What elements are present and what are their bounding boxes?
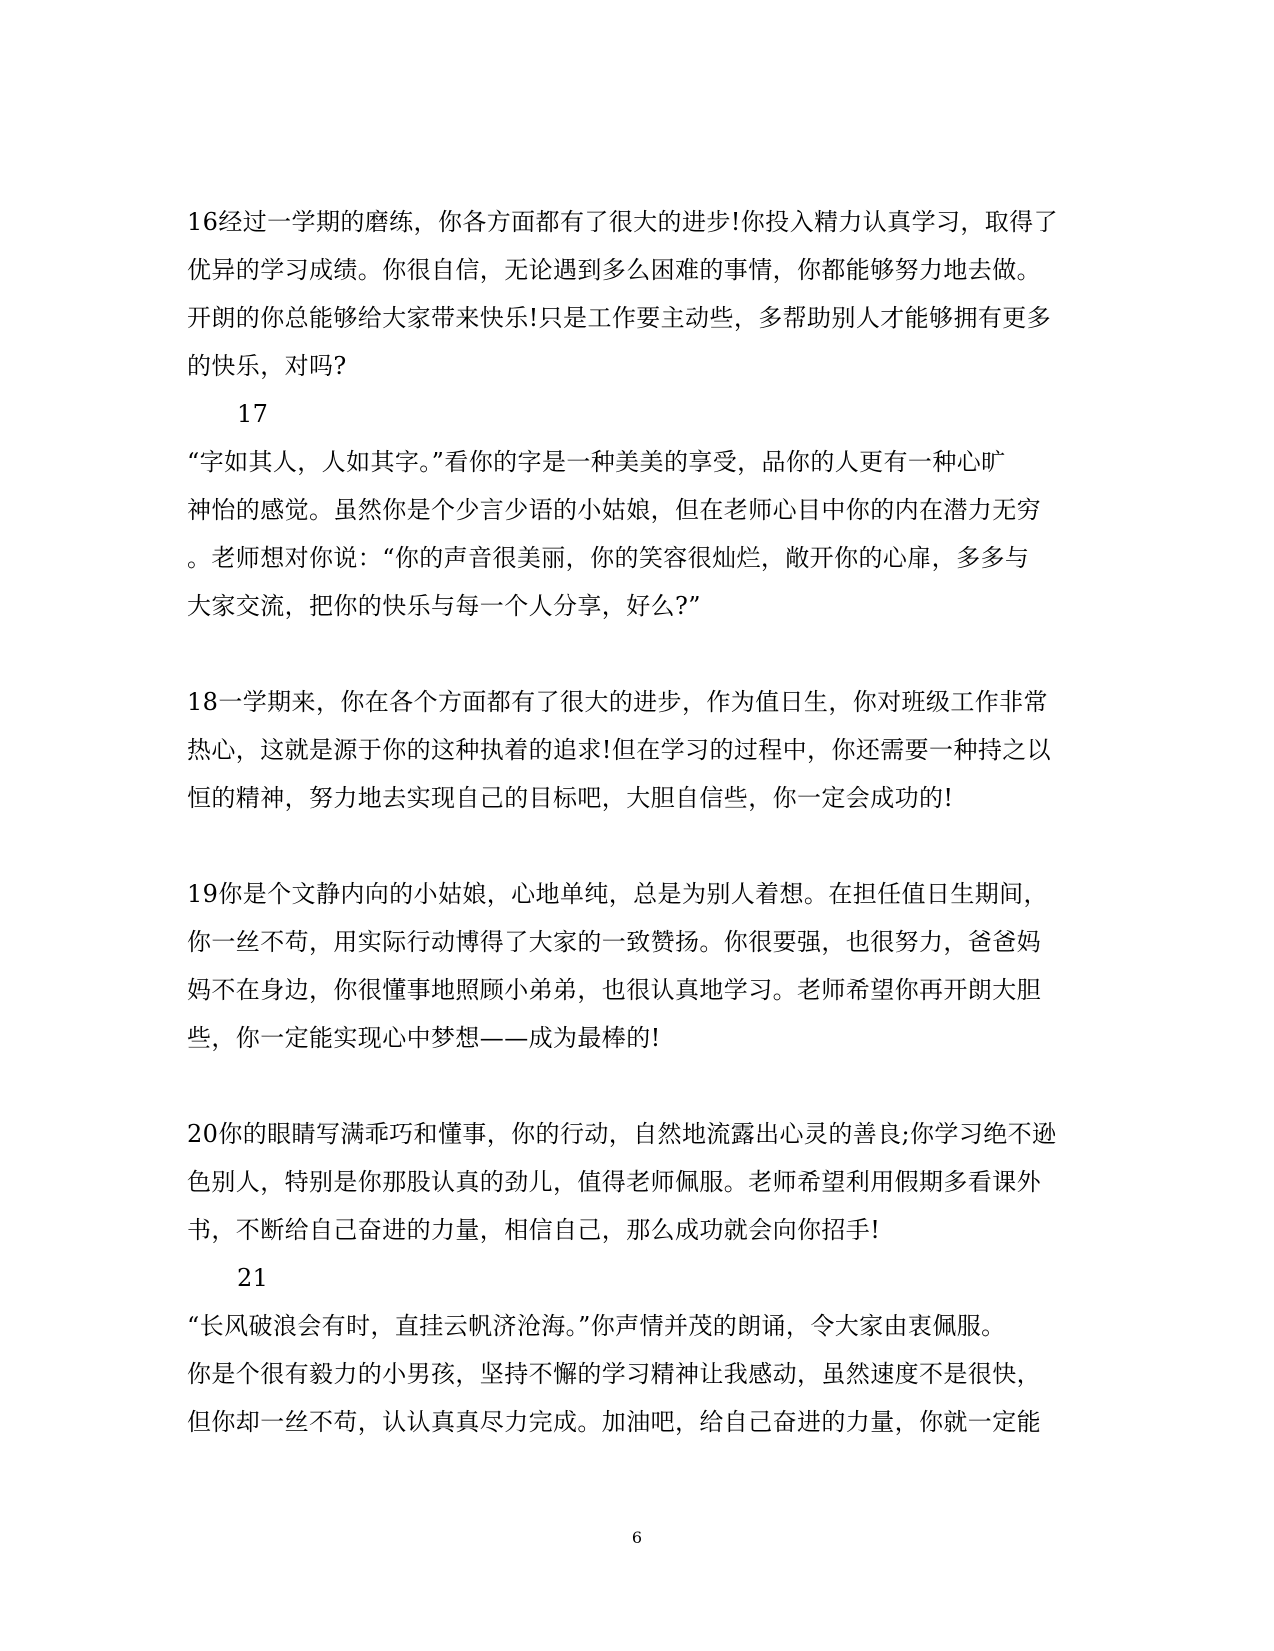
text-line: 你一丝不苟，用实际行动博得了大家的一致赞扬。你很要强，也很努力，爸爸妈 [187,928,1041,956]
text-line: 神怡的感觉。虽然你是个少言少语的小姑娘，但在老师心目中你的内在潜力无穷 [187,496,1041,524]
entry-number: 17 [237,400,269,428]
paragraph-gap [187,630,1072,678]
text-line: “字如其人，人如其字。”看你的字是一种美美的享受，品你的人更有一种心旷 [187,448,1006,476]
text-line: 开朗的你总能够给大家带来快乐!只是工作要主动些，多帮助别人才能够拥有更多 [187,304,1052,332]
text-line: 些，你一定能实现心中梦想——成为最棒的! [187,1024,661,1052]
text-line: 但你却一丝不苟，认认真真尽力完成。加油吧，给自己奋进的力量，你就一定能 [187,1408,1041,1436]
text-line: “长风破浪会有时，直挂云帆济沧海。”你声情并茂的朗诵，令大家由衷佩服。 [187,1312,1006,1340]
text-line: 的快乐，对吗? [187,352,347,380]
text-line: 20你的眼睛写满乖巧和懂事，你的行动，自然地流露出心灵的善良;你学习绝不逊 [187,1120,1057,1148]
text-line: 书，不断给自己奋进的力量，相信自己，那么成功就会向你招手! [187,1216,881,1244]
paragraph-gap [187,1062,1072,1110]
text-line: 19你是个文静内向的小姑娘，心地单纯，总是为别人着想。在担任值日生期间， [187,880,1048,908]
text-line: 色别人，特别是你那股认真的劲儿，值得老师佩服。老师希望利用假期多看课外 [187,1168,1041,1196]
text-line: 大家交流，把你的快乐与每一个人分享，好么?” [187,592,701,620]
text-line: 热心，这就是源于你的这种执着的追求!但在学习的过程中，你还需要一种持之以 [187,736,1052,764]
text-line: 优异的学习成绩。你很自信，无论遇到多么困难的事情，你都能够努力地去做。 [187,256,1041,284]
paragraph-gap [187,822,1072,870]
text-line: 。老师想对你说：“你的声音很美丽，你的笑容很灿烂，敞开你的心扉，多多与 [187,544,1030,572]
text-line: 18一学期来，你在各个方面都有了很大的进步，作为值日生，你对班级工作非常 [187,688,1048,716]
entry-number: 21 [237,1264,269,1292]
text-line: 你是个很有毅力的小男孩，坚持不懈的学习精神让我感动，虽然速度不是很快， [187,1360,1041,1388]
text-line: 16经过一学期的磨练，你各方面都有了很大的进步!你投入精力认真学习，取得了 [187,208,1058,236]
text-line: 恒的精神，努力地去实现自己的目标吧，大胆自信些，你一定会成功的! [187,784,954,812]
page-number: 6 [631,1528,643,1547]
text-line: 妈不在身边，你很懂事地照顾小弟弟，也很认真地学习。老师希望你再开朗大胆 [187,976,1041,1004]
document-body [187,198,1072,1446]
